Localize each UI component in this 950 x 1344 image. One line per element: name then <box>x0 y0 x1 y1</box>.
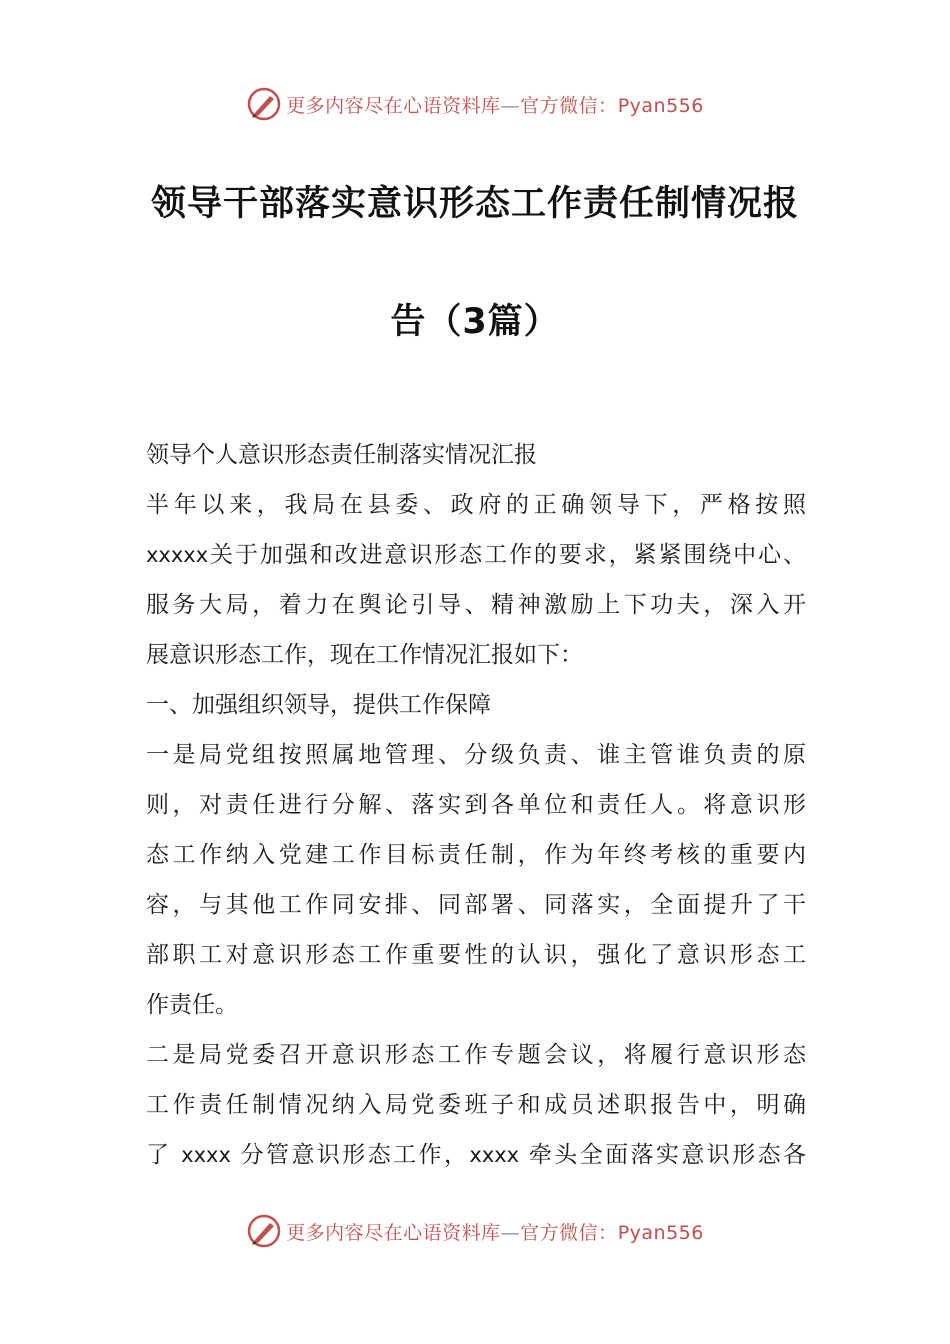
banner-text: 更多内容尽在心语资料库—官方微信：Pyan556 <box>286 1221 704 1244</box>
paragraph-line: 态工作纳入党建工作目标责任制，作为年终考核的重要内 <box>146 842 806 868</box>
paragraph-line: 则，对责任进行分解、落实到各单位和责任人。将意识形 <box>146 792 806 818</box>
section-heading: 一、加强组织领导，提供工作保障 <box>146 692 491 718</box>
paragraph-line: 服务大局，着力在舆论引导、精神激励上下功夫，深入开 <box>146 592 806 618</box>
paragraph-line: 二是局党委召开意识形态工作专题会议，将履行意识形态 <box>146 1042 806 1068</box>
paragraph-line: 展意识形态工作，现在工作情况汇报如下： <box>146 642 583 668</box>
pen-logo-icon <box>246 1213 282 1249</box>
section-subtitle: 领导个人意识形态责任制落实情况汇报 <box>146 442 537 468</box>
paragraph-line: 了 xxxx 分管意识形态工作，xxxx 牵头全面落实意识形态各 <box>146 1142 807 1168</box>
paragraph-line: 作责任。 <box>146 992 238 1018</box>
paragraph-line: 容，与其他工作同安排、同部署、同落实，全面提升了干 <box>146 892 806 918</box>
pen-logo-icon <box>246 86 282 122</box>
document-title-line-2: 告（3篇） <box>390 302 560 342</box>
document-title-line-1: 领导干部落实意识形态工作责任制情况报 <box>150 184 799 224</box>
paragraph-line: 一是局党组按照属地管理、分级负责、谁主管谁负责的原 <box>146 742 806 768</box>
footer-banner <box>0 1211 950 1251</box>
paragraph-line: 工作责任制情况纳入局党委班子和成员述职报告中，明确 <box>146 1092 806 1118</box>
banner-text: 更多内容尽在心语资料库—官方微信：Pyan556 <box>286 94 704 117</box>
paragraph-line: xxxxx关于加强和改进意识形态工作的要求，紧紧围绕中心、 <box>146 542 806 568</box>
paragraph-line: 部职工对意识形态工作重要性的认识，强化了意识形态工 <box>146 942 806 968</box>
paragraph-line: 半年以来，我局在县委、政府的正确领导下，严格按照 <box>146 492 806 518</box>
header-banner <box>0 84 950 124</box>
